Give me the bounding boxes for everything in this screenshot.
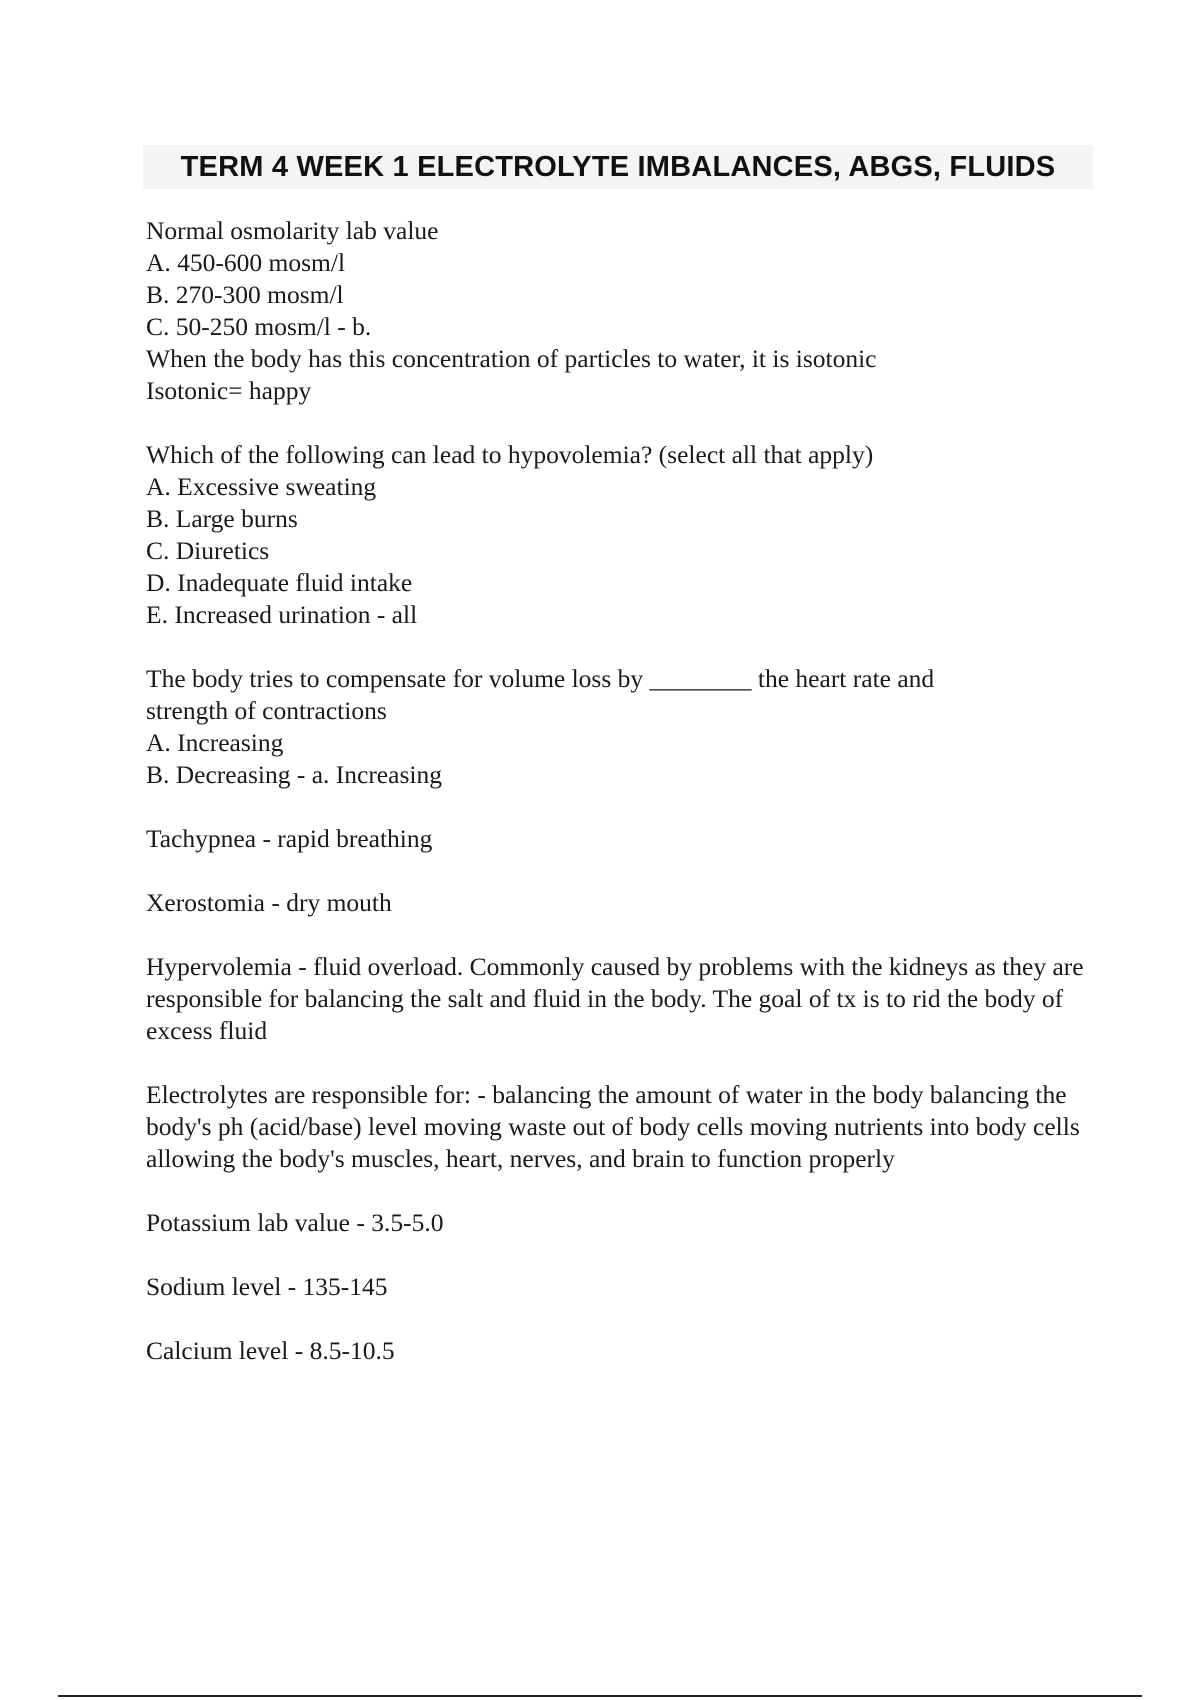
term-hypervolemia [146, 951, 1096, 1047]
definition-text: Hypervolemia - fluid overload. Commonly caused by problems with the kidneys as they are responsible for balancing the salt and fluid in the body. The goal of tx is to rid the body of excess fluid [146, 952, 1084, 1045]
question-text: Which of the following can lead to hypovolemia? (select all that apply) [146, 440, 874, 469]
document-body [146, 215, 1096, 1399]
question-text: Normal osmolarity lab value [146, 216, 439, 245]
answer-option: A. Increasing [146, 728, 284, 757]
calcium-note [146, 1335, 1096, 1367]
term-tachypnea [146, 823, 1096, 855]
term-xerostomia [146, 887, 1096, 919]
lab-value-text: Sodium level - 135-145 [146, 1272, 388, 1301]
definition-text: Tachypnea - rapid breathing [146, 824, 433, 853]
answer-option: E. Increased urination - all [146, 600, 418, 629]
explanation-text: Isotonic= happy [146, 376, 312, 405]
explanation-text: When the body has this concentration of particles to water, it is isotonic [146, 344, 877, 373]
document-title: TERM 4 WEEK 1 ELECTROLYTE IMBALANCES, ABGS, FLUIDS [180, 151, 1056, 183]
definition-text: Xerostomia - dry mouth [146, 888, 392, 917]
answer-option: C. Diuretics [146, 536, 270, 565]
question-hypovolemia [146, 439, 1096, 631]
answer-option: A. Excessive sweating [146, 472, 377, 501]
answer-option: A. 450-600 mosm/l [146, 248, 346, 277]
electrolytes-note [146, 1079, 1096, 1175]
sodium-note [146, 1271, 1096, 1303]
answer-option: D. Inadequate fluid intake [146, 568, 413, 597]
question-text: The body tries to compensate for volume loss by ________ the heart rate and [146, 664, 935, 693]
lab-value-text: Calcium level - 8.5-10.5 [146, 1336, 395, 1365]
answer-option: B. Decreasing - a. Increasing [146, 760, 442, 789]
lab-value-text: Potassium lab value - 3.5-5.0 [146, 1208, 444, 1237]
answer-option: C. 50-250 mosm/l - b. [146, 312, 372, 341]
question-compensation [146, 663, 1096, 791]
definition-text: Electrolytes are responsible for: - balancing the amount of water in the body balancing the body's ph (acid/base) level moving waste out of body cells moving nutrients into body cells allowing the body's muscles, heart, nerves, and brain to function properly [146, 1080, 1080, 1173]
question-text: strength of contractions [146, 696, 387, 725]
footer-divider [58, 1695, 1142, 1697]
potassium-note [146, 1207, 1096, 1239]
question-osmolarity [146, 215, 1096, 407]
answer-option: B. 270-300 mosm/l [146, 280, 344, 309]
answer-option: B. Large burns [146, 504, 298, 533]
